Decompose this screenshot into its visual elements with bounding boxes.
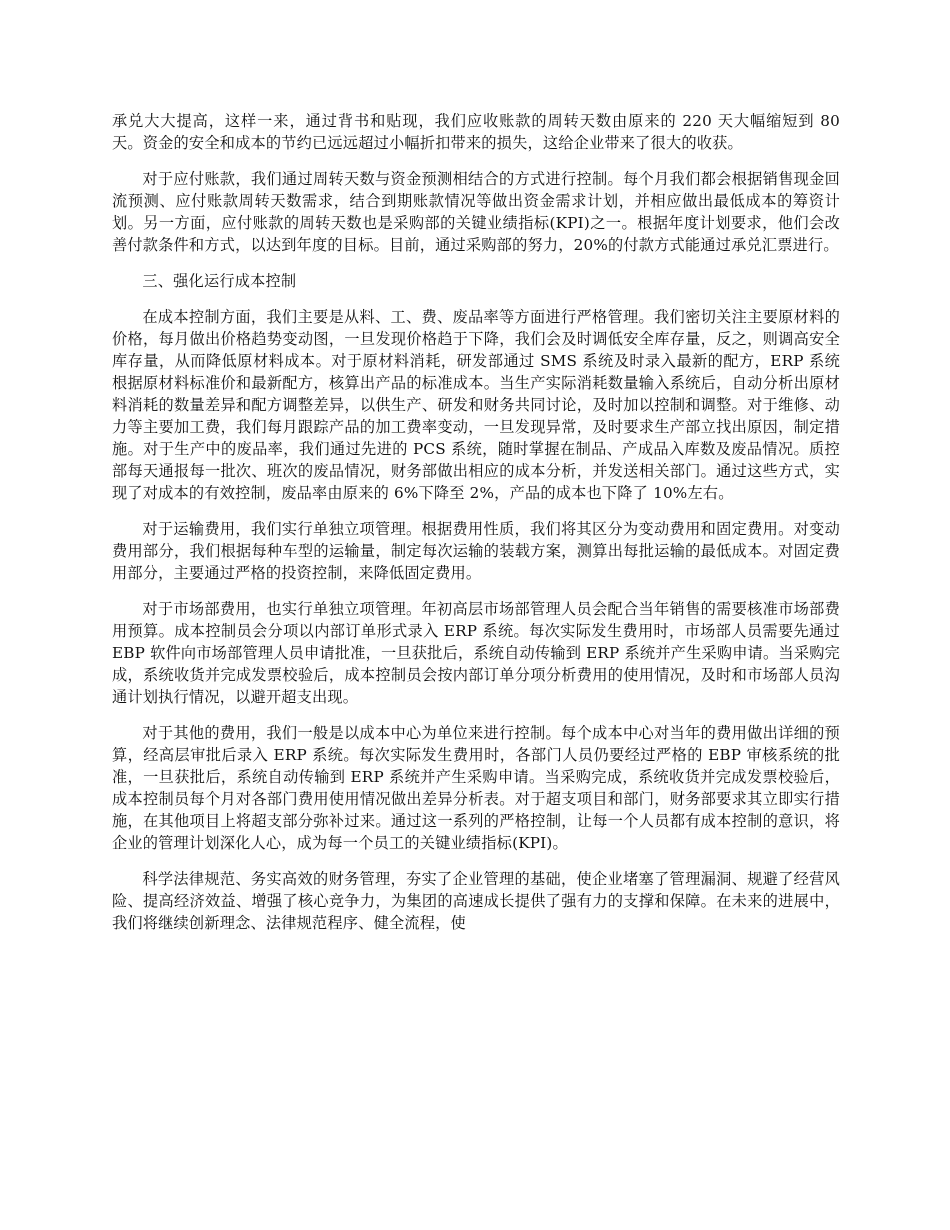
document-page [112,110,840,948]
paragraph-receivables-continued: 承兑大大提高，这样一来，通过背书和贴现，我们应收账款的周转天数由原来的 220 天大幅缩短到 80 天。资金的安全和成本的节约已远远超过小幅折扣带来的损失，这给企业带来了很大的收获。 [112,112,840,152]
section-heading-cost-control: 三、强化运行成本控制 [142,272,297,290]
paragraph-marketing-costs: 对于市场部费用，也实行单独立项管理。年初高层市场部管理人员会配合当年销售的需要核准市场部费用预算。成本控制员会分项以内部订单形式录入 ERP 系统。每次实际发生费用时，市场部人员需要先通过 EBP 软件向市场部管理人员申请批准，一旦获批后，系统自动传输到 ERP 系统并产生采购申请。当采购完成，系统收货并完成发票校验后，成本控制员会按内部订单分项分析费用的使用情况，及时和市场部人员沟通计划执行情况，以避开超支出现。 [112,600,840,706]
paragraph-transport-costs: 对于运输费用，我们实行单独立项管理。根据费用性质，我们将其区分为变动费用和固定费用。对变动费用部分，我们根据每种车型的运输量，制定每次运输的装载方案，测算出每批运输的最低成本。对固定费用部分，主要通过严格的投资控制，来降低固定费用。 [112,520,840,582]
paragraph-other-costs: 对于其他的费用，我们一般是以成本中心为单位来进行控制。每个成本中心对当年的费用做出详细的预算，经高层审批后录入 ERP 系统。每次实际发生费用时，各部门人员仍要经过严格的 EBP 审核系统的批准，一旦获批后，系统自动传输到 ERP 系统并产生采购申请。当采购完成，系统收货并完成发票校验后，成本控制员每个月对各部门费用使用情况做出差异分析表。对于超支项目和部门，财务部要求其立即实行措施，在其他项目上将超支部分弥补过来。通过这一系列的严格控制，让每一个人员都有成本控制的意识，将企业的管理计划深化人心，成为每一个员工的关键业绩指标(KPI)。 [112,724,840,852]
paragraph-payables: 对于应付账款，我们通过周转天数与资金预测相结合的方式进行控制。每个月我们都会根据销售现金回流预测、应付账款周转天数需求，结合到期账款情况等做出资金需求计划，并相应做出最低成本的筹资计划。另一方面，应付账款的周转天数也是采购部的关键业绩指标(KPI)之一。根据年度计划要求，他们会改善付款条件和方式，以达到年度的目标。目前，通过采购部的努力，20%的付款方式能通过承兑汇票进行。 [112,170,840,254]
paragraph-cost-control: 在成本控制方面，我们主要是从料、工、费、废品率等方面进行严格管理。我们密切关注主要原材料的价格，每月做出价格趋势变动图，一旦发现价格趋于下降，我们会及时调低安全库存量，反之，则调高安全库存量，从而降低原材料成本。对于原材料消耗，研发部通过 SMS 系统及时录入最新的配方，ERP 系统根据原材料标准价和最新配方，核算出产品的标准成本。当生产实际消耗数量输入系统后，自动分析出原材料消耗的数量差异和配方调整差异，以供生产、研发和财务共同讨论，及时加以控制和调整。对于维修、动力等主要加工费，我们每月跟踪产品的加工费率变动，一旦发现异常，及时要求生产部立找出原因，制定措施。对于生产中的废品率，我们通过先进的 PCS 系统，随时掌握在制品、产成品入库数及废品情况。质控部每天通报每一批次、班次的废品情况，财务部做出相应的成本分析，并发送相关部门。通过这些方式，实现了对成本的有效控制，废品率由原来的 6%下降至 2%，产品的成本也下降了 10%左右。 [112,308,840,502]
paragraph-conclusion: 科学法律规范、务实高效的财务管理，夯实了企业管理的基础，使企业堵塞了管理漏洞、规避了经营风险、提高经济效益、增强了核心竞争力，为集团的高速成长提供了强有力的支撑和保障。在未来的进展中，我们将继续创新理念、法律规范程序、健全流程，使 [112,870,840,932]
